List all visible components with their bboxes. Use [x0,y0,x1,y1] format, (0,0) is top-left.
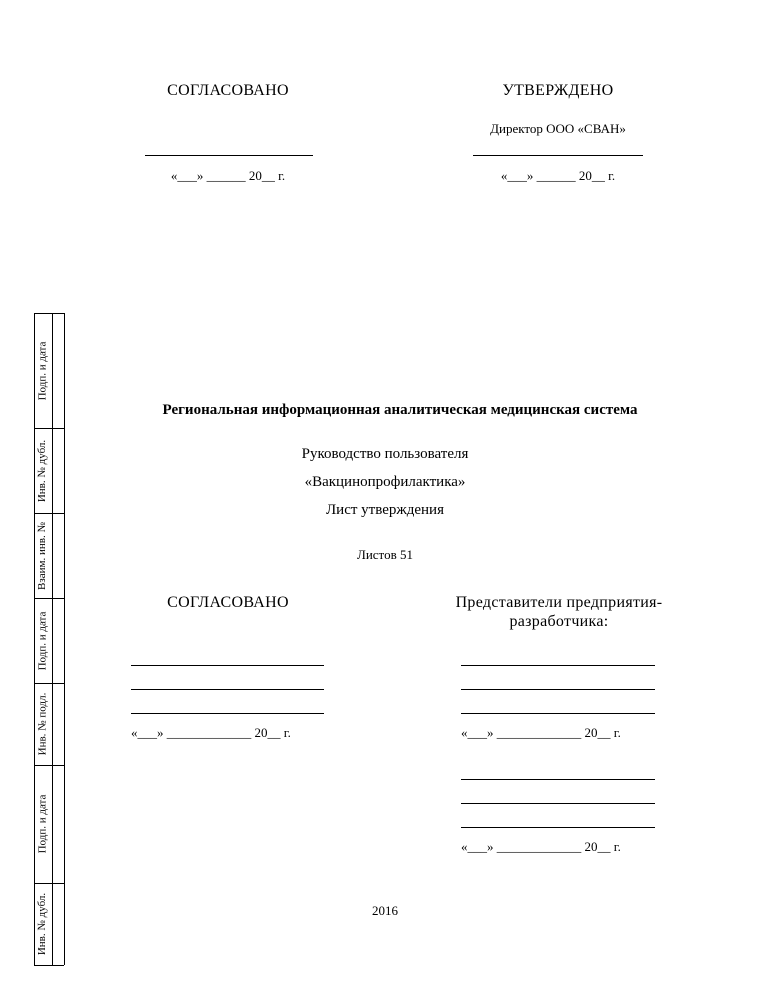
stamp-label-dup-inv-2: Инв. № дубл. [36,892,49,956]
top-left-date: «___» ______ 20__ г. [170,168,286,183]
stamp-label-mutual-inv: Взаим. инв. № [36,521,48,590]
stamp-label-orig-inv: Инв. № подл. [36,692,48,756]
stamp-divider [34,965,64,966]
bottom-right-signature-line-5 [461,803,655,804]
top-left-signature-line [145,155,313,156]
top-right-heading: УТВЕРЖДЕНО [502,82,614,99]
developer-heading-line2: разработчика: [509,613,609,630]
bottom-left-signature-line-2 [131,689,324,690]
page-count: Листов 51 [357,547,413,562]
bottom-right-signature-line-6 [461,827,655,828]
bottom-right-signature-line-4 [461,779,655,780]
document-year: 2016 [372,903,398,918]
bottom-right-signature-line-3 [461,713,655,714]
bottom-left-signature-line-3 [131,713,324,714]
bottom-right-signature-line-2 [461,689,655,690]
system-title: Региональная информационная аналитическая медицинская система [162,402,638,418]
document-type: Руководство пользователя [301,446,469,462]
top-right-signature-line [473,155,643,156]
stamp-label-dup-inv-1: Инв. № дубл. [36,439,49,502]
bottom-left-heading: СОГЛАСОВАНО [167,594,289,611]
bottom-right-date-1: «___» _____________ 20__ г. [461,725,621,740]
sheet-title: Лист утверждения [326,502,444,518]
stamp-border-right [64,313,65,965]
stamp-label-sign-date-2: Подп. и дата [36,611,49,670]
developer-heading-line1: Представители предприятия- [455,594,663,611]
stamp-label-sign-date-1: Подп. и дата [36,341,49,400]
top-right-date: «___» ______ 20__ г. [500,168,616,183]
stamp-border-middle [52,313,53,965]
margin-stamp [34,313,64,965]
module-name: «Вакцинопрофилактика» [304,474,466,490]
director-position: Директор ООО «СВАН» [490,121,626,136]
stamp-label-sign-date-3: Подп. и дата [36,794,49,854]
bottom-right-signature-line-1 [461,665,655,666]
bottom-left-signature-line-1 [131,665,324,666]
top-left-heading: СОГЛАСОВАНО [167,82,289,99]
bottom-left-date: «___» _____________ 20__ г. [131,725,291,740]
bottom-right-date-2: «___» _____________ 20__ г. [461,839,621,854]
